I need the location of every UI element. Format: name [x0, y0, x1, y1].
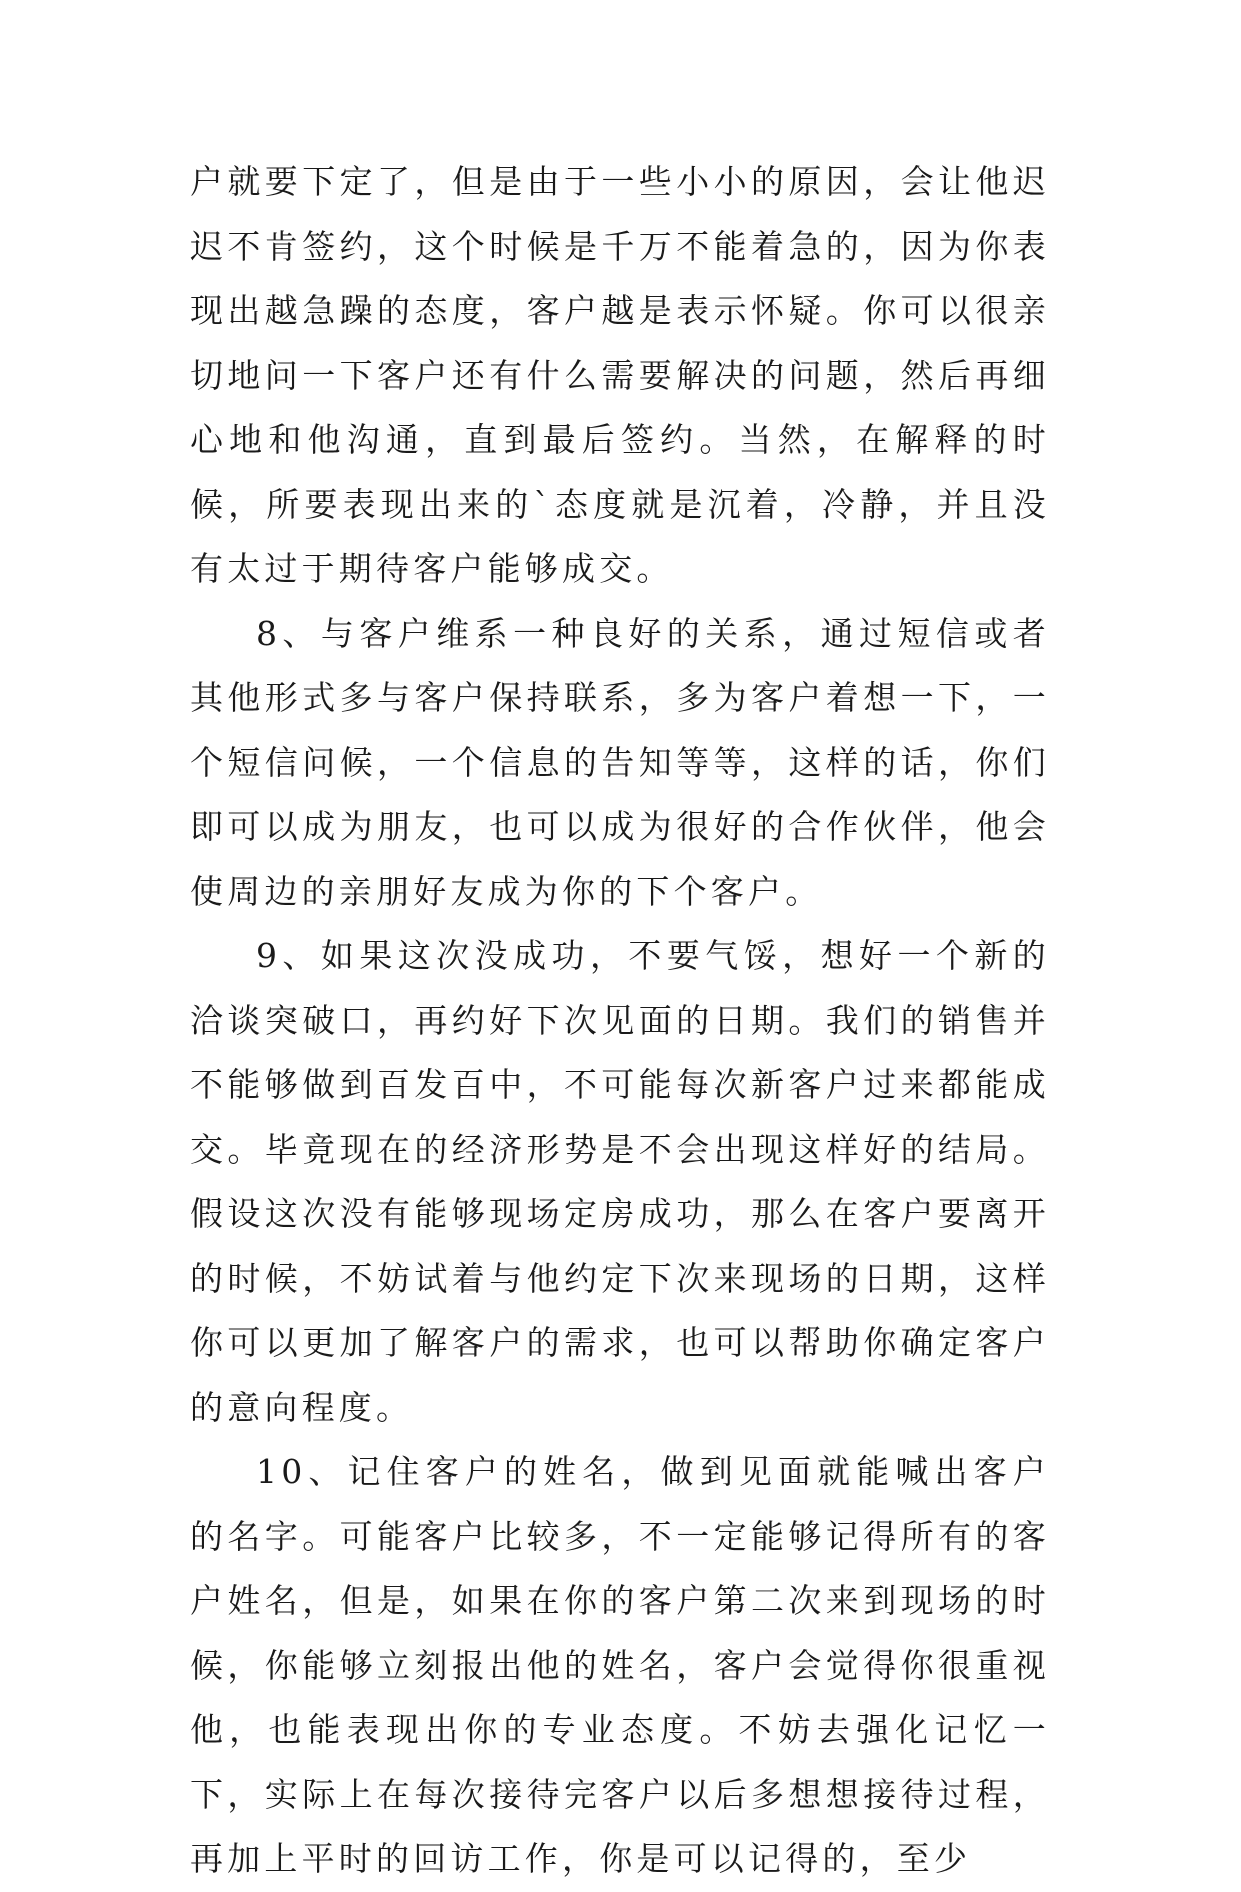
paragraph-continuation: 户就要下定了，但是由于一些小小的原因，会让他迟迟不肯签约，这个时候是千万不能着急的，因为你表现出越急躁的态度，客户越是表示怀疑。你可以很亲切地问一下客户还有什么需要解决的问题，然后再细心地和他沟通，直到最后签约。当然，在解释的时候，所要表现出来的`态度就是沉着，冷静，并且没有太过于期待客户能够成交。	[190, 162, 1050, 588]
paragraph-item-8: 8、与客户维系一种良好的关系，通过短信或者其他形式多与客户保持联系，多为客户着想一下，一个短信问候，一个信息的告知等等，这样的话，你们即可以成为朋友，也可以成为很好的合作伙伴，他会使周边的亲朋好友成为你的下个客户。	[190, 613, 1050, 911]
paragraph-item-10: 10、记住客户的姓名，做到见面就能喊出客户的名字。可能客户比较多，不一定能够记得所有的客户姓名，但是，如果在你的客户第二次来到现场的时候，你能够立刻报出他的姓名，客户会觉得你很重视他，也能表现出你的专业态度。不妨去强化记忆一下，实际上在每次接待完客户以后多想想接待过程，再加上平时的回访工作，你是可以记得的，至少	[190, 1452, 1050, 1878]
paragraph-item-9: 9、如果这次没成功，不要气馁，想好一个新的洽谈突破口，再约好下次见面的日期。我们的销售并不能够做到百发百中，不可能每次新客户过来都能成交。毕竟现在的经济形势是不会出现这样好的结局。假设这次没有能够现场定房成功，那么在客户要离开的时候，不妨试着与他约定下次来现场的日期，这样你可以更加了解客户的需求，也可以帮助你确定客户的意向程度。	[190, 936, 1050, 1427]
document-body	[190, 150, 1050, 1892]
